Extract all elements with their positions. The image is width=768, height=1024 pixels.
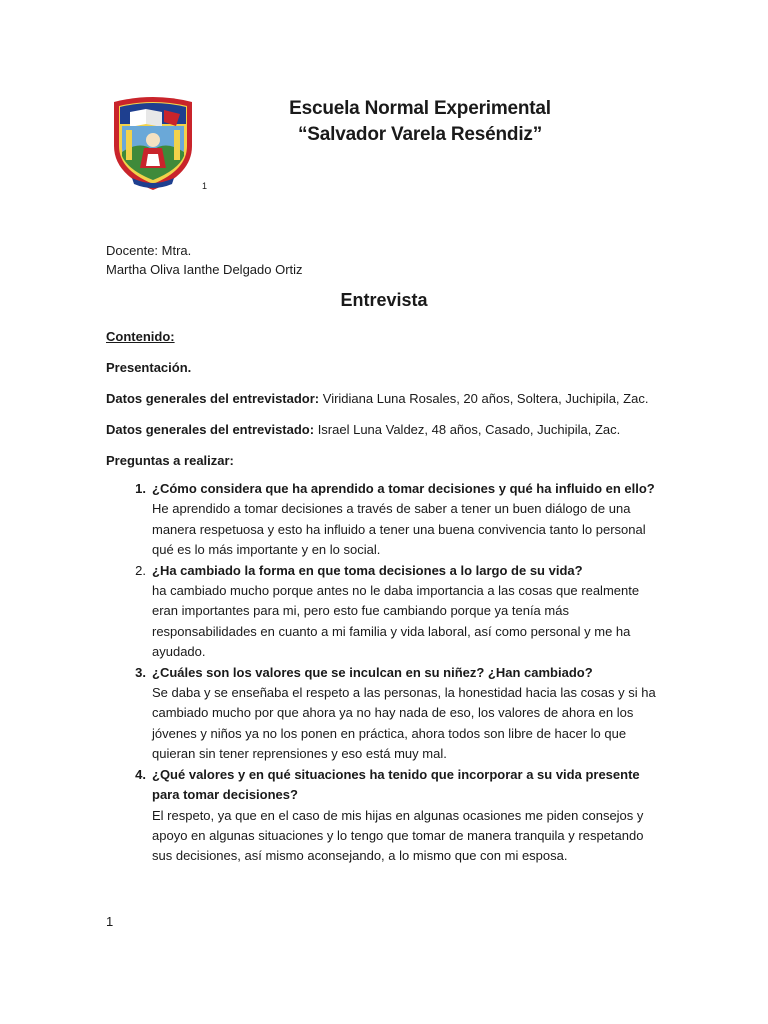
question-item (106, 663, 666, 765)
page-number: 1 (106, 914, 114, 929)
answer-text: El respeto, ya que en el caso de mis hijas en algunas ocasiones me piden consejos y apoyo en algunas situaciones y lo tengo que tomar de manera tranquila y respetando sus decisiones, así mismo aconsejando, a lo mismo que con mi esposa. (152, 807, 644, 864)
question-item (106, 765, 666, 867)
interviewee-data (106, 420, 620, 439)
questions-list (106, 479, 666, 867)
question-item (106, 561, 666, 663)
school-name-line1: Escuela Normal Experimental (289, 98, 551, 119)
answer-text: Se daba y se enseñaba el respeto a las personas, la honestidad hacia las cosas y si ha cambiado mucho por que ahora ya no hay nada de eso, los valores de ahora en los jóvenes y niños ya no los ponen en práctica, ahora todos son libre de hacer lo que quieran sin tener reprensiones y eso está muy mal. (152, 685, 656, 762)
question-text: ¿Qué valores y en qué situaciones ha tenido que incorporar a su vida presente para tomar decisiones? (152, 766, 640, 803)
question-text: ¿Ha cambiado la forma en que toma decisiones a lo largo de su vida? (152, 562, 583, 578)
interviewee-value: Israel Luna Valdez, 48 años, Casado, Juchipila, Zac. (314, 422, 621, 437)
document-title: Entrevista (340, 290, 428, 310)
question-text: ¿Cómo considera que ha aprendido a tomar decisiones y qué ha influido en ello? (152, 481, 655, 496)
interviewee-label: Datos generales del entrevistado: (106, 422, 315, 437)
interviewer-value: Viridiana Luna Rosales, 20 años, Soltera, Juchipila, Zac. (319, 391, 649, 406)
answer-text: He aprendido a tomar decisiones a través de saber a tener un buen diálogo de una manera respetuosa y esto ha influido a tener una buena convivencia tanto lo personal qué es lo más importante y en lo social. (152, 501, 646, 558)
school-name-line2: “Salvador Varela Reséndiz” (297, 124, 543, 145)
teacher-info (106, 241, 303, 279)
questions-heading: Preguntas a realizar: (106, 453, 234, 468)
answer-text: ha cambiado mucho porque antes no le daba importancia a las cosas que realmente eran importantes para mi, pero esto fue cambiando porque ya tenía más responsabilidades en cuanto a mi familia y vida laboral, así como personal y me ha ayudado. (152, 583, 640, 660)
question-number: 3. (135, 664, 146, 680)
question-number: 1. (135, 481, 146, 496)
logo-footnote-marker: 1 (202, 181, 208, 191)
presentacion-heading: Presentación. (106, 360, 192, 375)
interviewer-label: Datos generales del entrevistador: (106, 391, 320, 406)
interviewer-data (106, 389, 648, 408)
question-number: 4. (135, 766, 146, 782)
question-text: ¿Cuáles son los valores que se inculcan en su niñez? ¿Han cambiado? (152, 664, 593, 680)
school-name-header (230, 96, 610, 148)
question-number: 2. (135, 562, 146, 578)
contenido-heading: Contenido: (106, 329, 175, 344)
teacher-line2: Martha Oliva Ianthe Delgado Ortiz (106, 262, 303, 277)
school-crest-logo (106, 94, 200, 192)
question-item (106, 479, 666, 561)
teacher-line1: Docente: Mtra. (106, 243, 192, 258)
